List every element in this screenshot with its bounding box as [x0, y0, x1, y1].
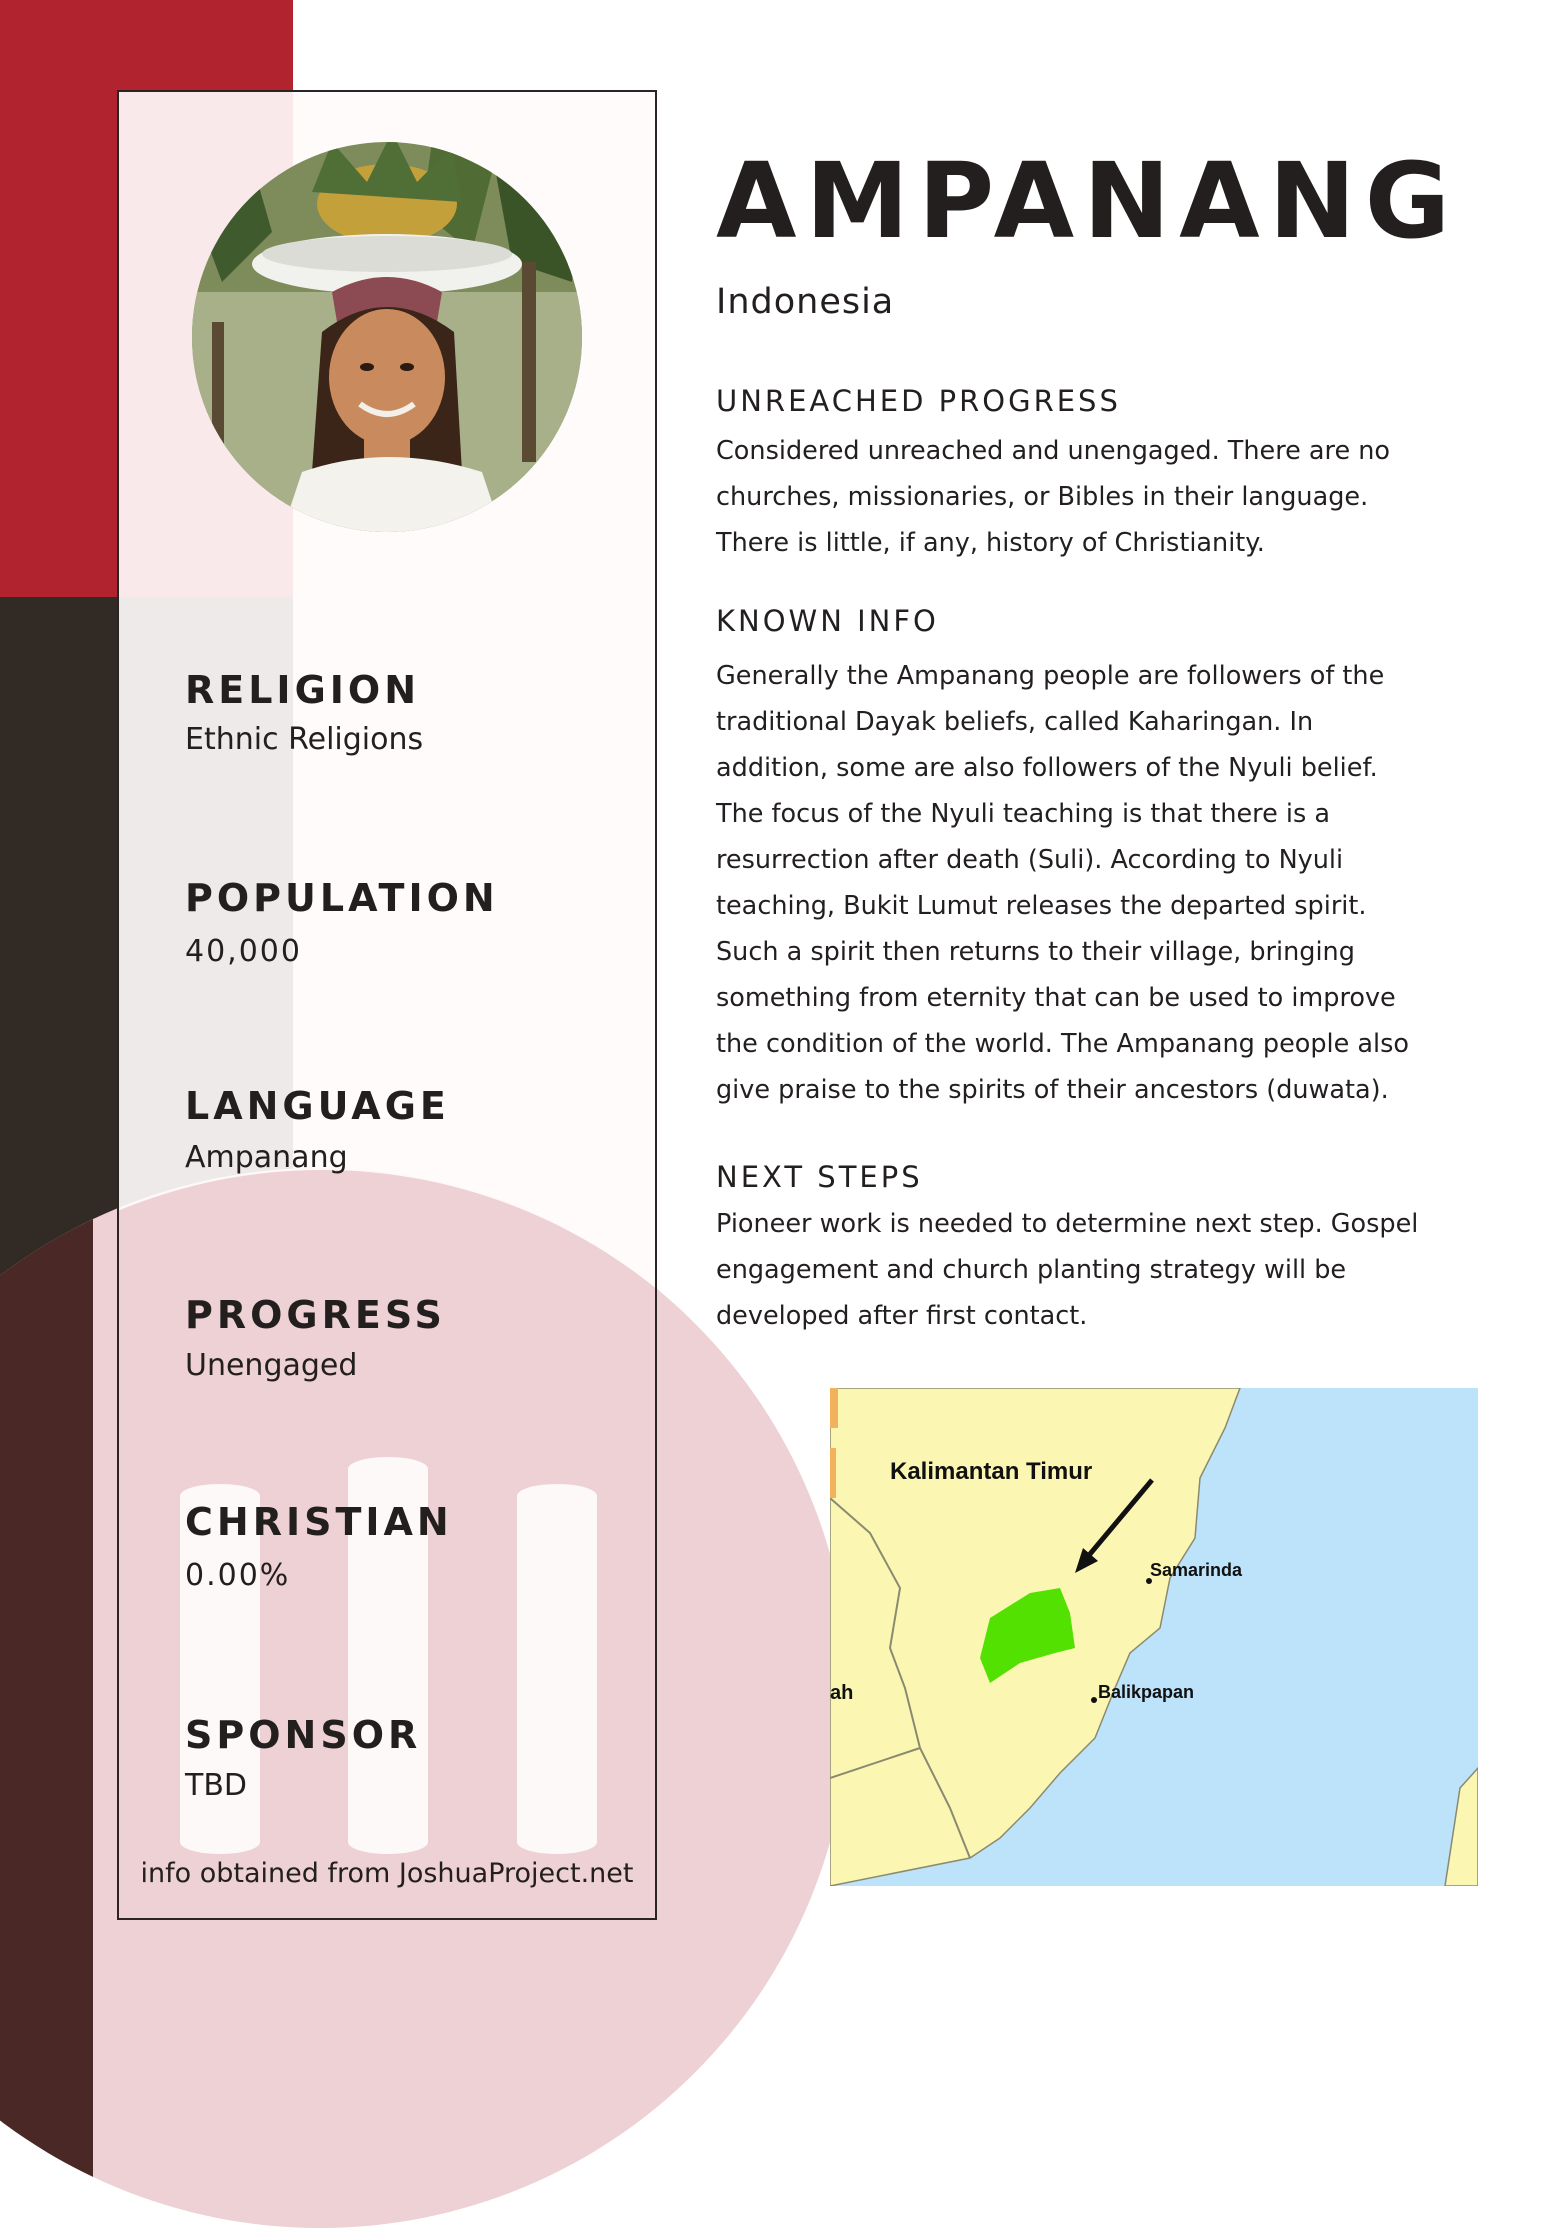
- map-city-label: Balikpapan: [1098, 1682, 1195, 1702]
- sponsor-value: TBD: [185, 1768, 248, 1803]
- map-city-label: Samarinda: [1150, 1560, 1243, 1580]
- decor-pillar: [517, 1484, 597, 1854]
- map-region-label: Kalimantan Timur: [890, 1458, 1093, 1485]
- religion-value: Ethnic Religions: [185, 722, 424, 757]
- map-partial-label: ah: [830, 1682, 854, 1704]
- body-line: teaching, Bukit Lumut releases the departed spirit.: [716, 891, 1367, 921]
- sponsor-label: SPONSOR: [185, 1713, 422, 1757]
- country-subtitle: Indonesia: [716, 282, 895, 322]
- source-note: info obtained from JoshuaProject.net: [140, 1858, 634, 1889]
- body-line: give praise to the spirits of their ancestors (duwata).: [716, 1075, 1389, 1105]
- body-line: something from eternity that can be used to improve: [716, 983, 1396, 1013]
- body-line: Considered unreached and unengaged. There are no: [716, 436, 1391, 466]
- next-steps-heading: NEXT STEPS: [716, 1160, 923, 1194]
- portrait-illustration: [192, 142, 582, 532]
- page-title: AMPANANG: [716, 140, 1460, 262]
- body-line: Generally the Ampanang people are followers of the: [716, 661, 1385, 691]
- population-label: POPULATION: [185, 876, 499, 920]
- known-info-body: [716, 653, 1436, 1113]
- known-info-heading: KNOWN INFO: [716, 604, 939, 638]
- progress-value: Unengaged: [185, 1348, 358, 1383]
- next-steps-body: [716, 1201, 1436, 1339]
- language-label: LANGUAGE: [185, 1084, 450, 1128]
- body-line: resurrection after death (Suli). According to Nyuli: [716, 845, 1344, 875]
- progress-label: PROGRESS: [185, 1293, 446, 1337]
- body-line: The focus of the Nyuli teaching is that there is a: [716, 799, 1330, 829]
- body-line: traditional Dayak beliefs, called Kaharingan. In: [716, 707, 1314, 737]
- body-line: addition, some are also followers of the Nyuli belief.: [716, 753, 1378, 783]
- location-map: [830, 1388, 1478, 1886]
- religion-label: RELIGION: [185, 668, 421, 712]
- unreached-body: [716, 428, 1436, 566]
- christian-label: CHRISTIAN: [185, 1500, 453, 1544]
- christian-value: 0.00%: [185, 1558, 291, 1593]
- body-line: There is little, if any, history of Christianity.: [716, 528, 1265, 558]
- portrait-photo: [192, 142, 582, 532]
- body-line: Pioneer work is needed to determine next step. Gospel: [716, 1209, 1419, 1239]
- population-value: 40,000: [185, 934, 302, 969]
- unreached-heading: UNREACHED PROGRESS: [716, 384, 1121, 418]
- body-line: churches, missionaries, or Bibles in their language.: [716, 482, 1369, 512]
- body-line: engagement and church planting strategy will be: [716, 1255, 1347, 1285]
- body-line: developed after first contact.: [716, 1301, 1088, 1331]
- body-line: Such a spirit then returns to their village, bringing: [716, 937, 1355, 967]
- body-line: the condition of the world. The Ampanang people also: [716, 1029, 1410, 1059]
- language-value: Ampanang: [185, 1140, 348, 1175]
